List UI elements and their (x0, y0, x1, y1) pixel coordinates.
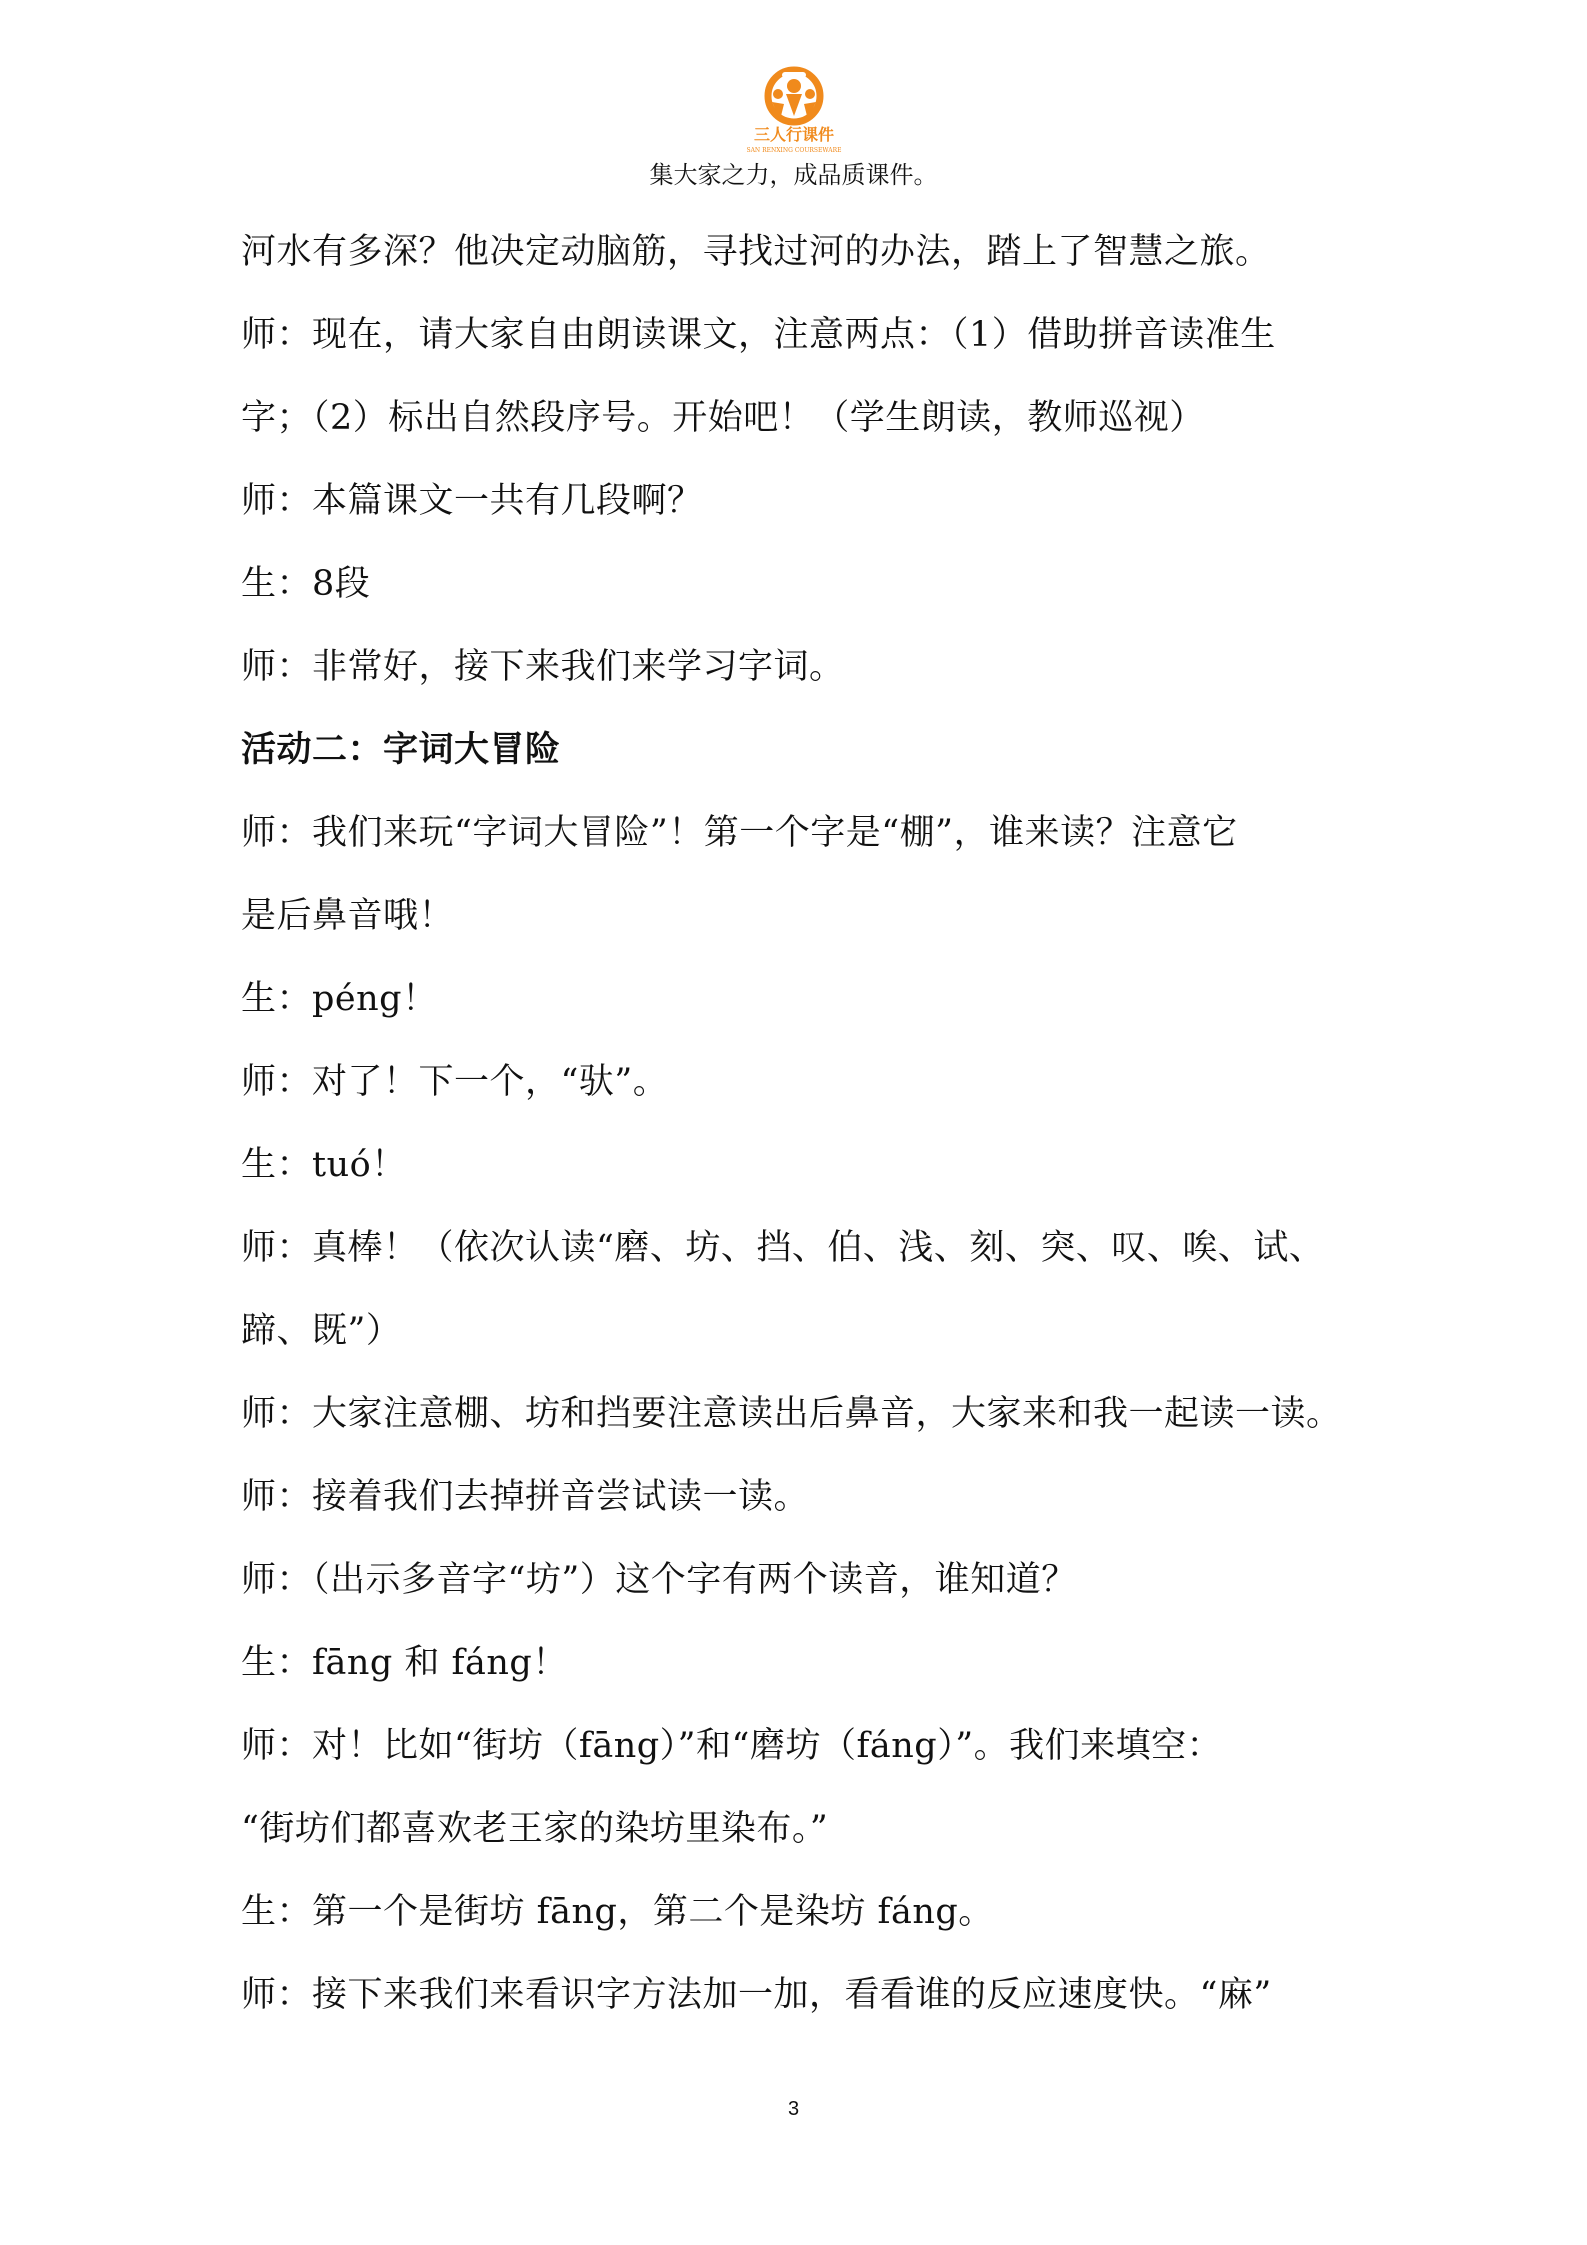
paragraph-line: 河水有多深？他决定动脑筋，寻找过河的办法，踏上了智慧之旅。 (241, 232, 1271, 272)
paragraph-line: 师：现在，请大家自由朗读课文，注意两点：（1）借助拼音读准生 (241, 315, 1276, 355)
paragraph-line: 师：真棒！（依次认读“磨、坊、挡、伯、浅、刻、突、叹、唉、试、 (241, 1228, 1325, 1268)
paragraph-line: 是后鼻音哦！ (241, 896, 455, 936)
paragraph-line: 字；（2）标出自然段序号。开始吧！（学生朗读，教师巡视） (241, 398, 1205, 438)
paragraph-line: 蹄、既”） (241, 1311, 402, 1351)
paragraph-line: 师：接下来我们来看识字方法加一加，看看谁的反应速度快。“麻” (241, 1975, 1272, 2015)
page-number: 3 (787, 2098, 800, 2120)
paragraph-line: 师：本篇课文一共有几段啊？ (241, 481, 703, 521)
paragraph-line: “街坊们都喜欢老王家的染坊里染布。” (241, 1809, 829, 1849)
paragraph-line: 生：péng！ (241, 979, 438, 1019)
paragraph-line: 生：8段 (241, 564, 371, 604)
header-slogan: 集大家之力，成品质课件。 (649, 161, 938, 189)
paragraph-line: 生：第一个是街坊 fāng，第二个是染坊 fáng。 (241, 1892, 994, 1932)
paragraph-line: 师：（出示多音字“坊”）这个字有两个读音，谁知道？ (241, 1560, 1077, 1600)
page-header (0, 64, 1587, 190)
brand-logo-icon (734, 64, 854, 156)
paragraph-line: 生：tuó！ (241, 1145, 407, 1185)
paragraph-line: 师：非常好，接下来我们来学习字词。 (241, 647, 845, 687)
paragraph-line: 生：fāng 和 fáng！ (241, 1643, 568, 1683)
paragraph-line: 师：大家注意棚、坊和挡要注意读出后鼻音，大家来和我一起读一读。 (241, 1394, 1342, 1434)
section-heading: 活动二：字词大冒险 (241, 729, 561, 770)
paragraph-line: 师：对了！下一个，“驮”。 (241, 1062, 669, 1102)
paragraph-line: 师：对！比如“街坊（fāng）”和“磨坊（fáng）”。我们来填空： (241, 1726, 1223, 1766)
document-body (241, 226, 1361, 2052)
paragraph-line: 师：接着我们去掉拼音尝试读一读。 (241, 1477, 810, 1517)
logo-subtext: SAN RENXING COURSEWARE (745, 147, 842, 154)
logo-text: 三人行课件 (753, 125, 834, 144)
paragraph-line: 师：我们来玩“字词大冒险”！第一个字是“棚”，谁来读？注意它 (241, 813, 1238, 853)
